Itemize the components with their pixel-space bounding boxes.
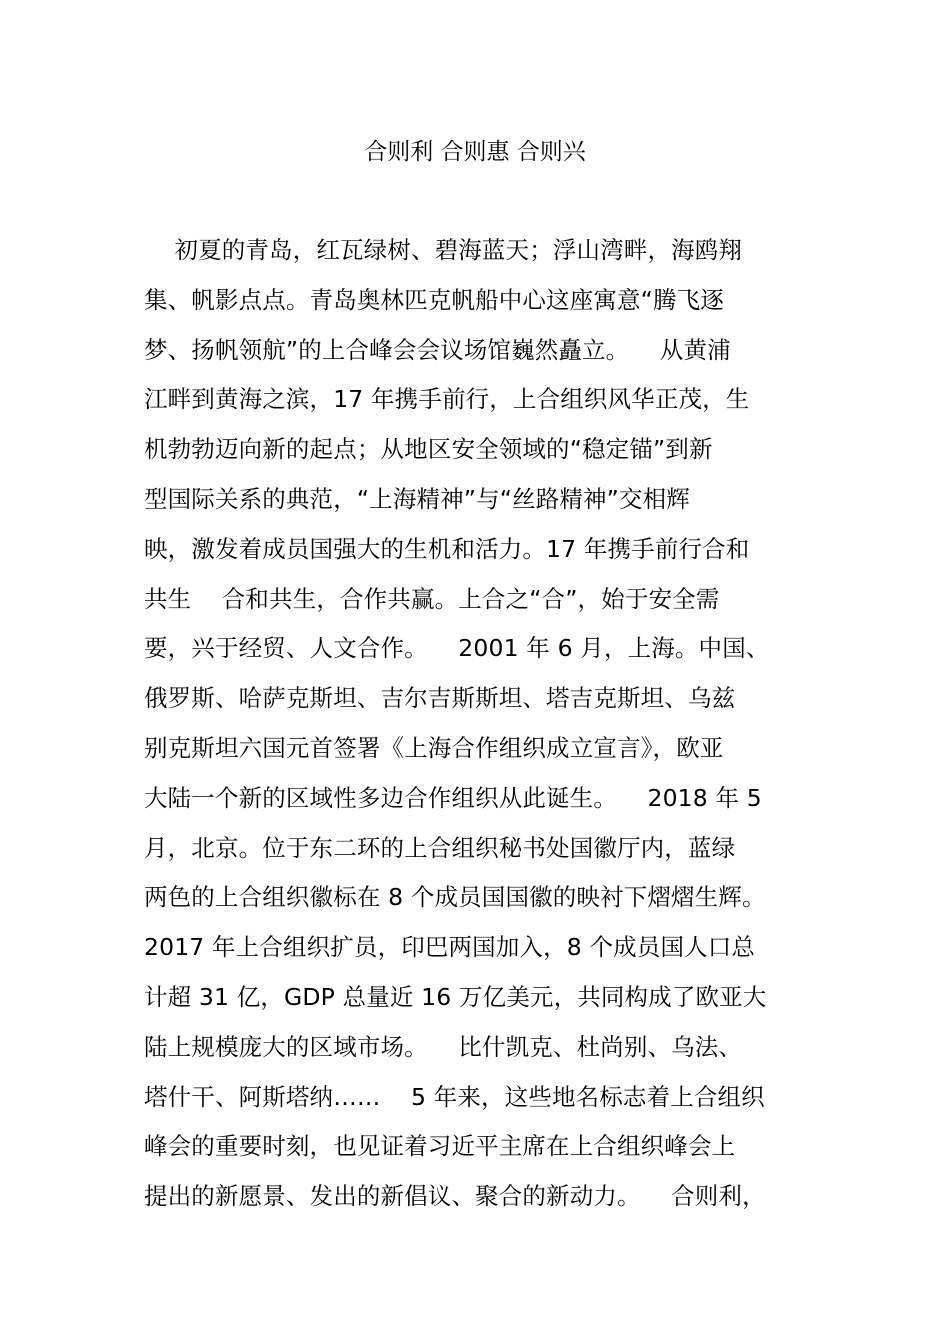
body-line: 陆上规模庞大的区域市场。 比什凯克、杜尚别、乌法、	[144, 1032, 743, 1061]
body-line: 峰会的重要时刻，也见证着习近平主席在上合组织峰会上	[144, 1132, 736, 1161]
body-line: 型国际关系的典范，“上海精神”与“丝路精神”交相辉	[144, 484, 690, 513]
body-line: 机勃勃迈向新的起点；从地区安全领域的“稳定锚”到新	[144, 435, 713, 464]
body-line: 2017 年上合组织扩员，印巴两国加入，8 个成员国人口总	[144, 933, 756, 962]
body-line: 共生 合和共生，合作共赢。上合之“合”，始于安全需	[144, 584, 720, 613]
body-line: 大陆一个新的区域性多边合作组织从此诞生。 2018 年 5	[144, 783, 762, 812]
body-line: 俄罗斯、哈萨克斯坦、吉尔吉斯斯坦、塔吉克斯坦、乌兹	[144, 684, 736, 713]
body-line: 塔什干、阿斯塔纳…… 5 年来，这些地名标志着上合组织	[144, 1082, 765, 1111]
document-title: 合则利 合则惠 合则兴	[364, 139, 586, 165]
body-line: 别克斯坦六国元首签署《上海合作组织成立宣言》，欧亚	[144, 733, 724, 762]
body-line: 梦、扬帆领航”的上合峰会会议场馆巍然矗立。 从黄浦	[144, 335, 731, 364]
body-line: 映，激发着成员国强大的生机和活力。17 年携手前行合和	[144, 534, 750, 563]
document-body	[144, 232, 816, 1228]
body-line: 计超 31 亿，GDP 总量近 16 万亿美元，共同构成了欧亚大	[144, 982, 767, 1011]
body-line: 初夏的青岛，红瓦绿树、碧海蓝天；浮山湾畔，海鸥翔	[144, 236, 743, 264]
body-line: 江畔到黄海之滨，17 年携手前行，上合组织风华正茂，生	[144, 385, 750, 414]
body-line: 集、帆影点点。青岛奥林匹克帆船中心这座寓意“腾飞逐	[144, 285, 724, 314]
body-line: 要，兴于经贸、人文合作。 2001 年 6 月，上海。中国、	[144, 634, 770, 663]
body-line: 提出的新愿景、发出的新倡议、聚合的新动力。 合则利，	[144, 1182, 766, 1211]
body-line: 月，北京。位于东二环的上合组织秘书处国徽厅内，蓝绿	[144, 833, 736, 862]
body-line: 两色的上合组织徽标在 8 个成员国国徽的映衬下熠熠生辉。	[144, 883, 766, 912]
